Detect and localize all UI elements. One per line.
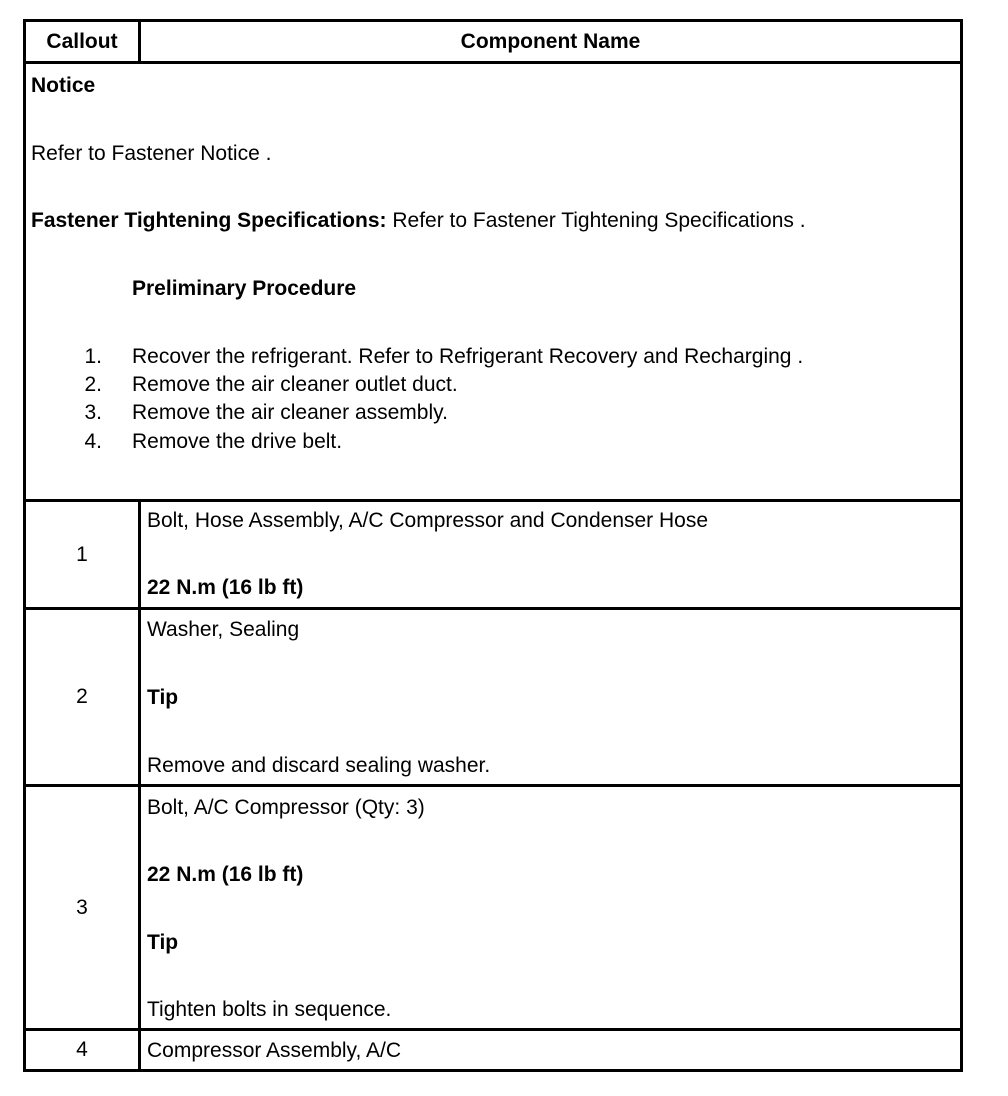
table-row bbox=[26, 787, 960, 1031]
table-header-row bbox=[26, 22, 960, 64]
component-name: Compressor Assembly, A/C bbox=[147, 1039, 402, 1062]
tip-text: Tighten bolts in sequence. bbox=[147, 998, 392, 1021]
step-text: Remove the drive belt. bbox=[132, 430, 343, 453]
preliminary-procedure-title: Preliminary Procedure bbox=[132, 277, 357, 300]
torque-spec: 22 N.m (16 lb ft) bbox=[147, 863, 304, 886]
component-name: Washer, Sealing bbox=[147, 618, 300, 641]
callout-column-header: Callout bbox=[26, 22, 141, 61]
callout-number: 2 bbox=[26, 610, 141, 784]
callout-number: 1 bbox=[26, 502, 141, 607]
callout-number: 3 bbox=[26, 787, 141, 1028]
notice-section bbox=[26, 64, 960, 502]
table-row bbox=[26, 502, 960, 610]
step-number: 1. bbox=[84, 345, 102, 368]
component-name-column-header: Component Name bbox=[460, 29, 641, 53]
component-cell bbox=[141, 502, 960, 607]
torque-spec: 22 N.m (16 lb ft) bbox=[147, 576, 304, 599]
tip-label: Tip bbox=[147, 931, 179, 954]
step-text: Remove the air cleaner assembly. bbox=[132, 401, 448, 424]
tip-text: Remove and discard sealing washer. bbox=[147, 754, 491, 777]
step-text: Remove the air cleaner outlet duct. bbox=[132, 373, 458, 396]
fastener-spec-text: Refer to Fastener Tightening Specifications . bbox=[386, 209, 806, 232]
fastener-spec-line bbox=[31, 209, 806, 233]
component-cell bbox=[141, 787, 960, 1028]
component-name: Bolt, Hose Assembly, A/C Compressor and Condenser Hose bbox=[147, 509, 709, 532]
component-cell bbox=[141, 1031, 960, 1069]
step-number: 4. bbox=[84, 430, 102, 453]
table-row bbox=[26, 1031, 960, 1069]
component-name: Bolt, A/C Compressor (Qty: 3) bbox=[147, 796, 425, 819]
step-number: 3. bbox=[84, 401, 102, 424]
component-cell bbox=[141, 610, 960, 784]
step-text: Recover the refrigerant. Refer to Refrigerant Recovery and Recharging . bbox=[132, 345, 804, 368]
callout-number: 4 bbox=[26, 1031, 141, 1069]
table-row bbox=[26, 610, 960, 787]
component-table bbox=[23, 19, 963, 1072]
fastener-spec-label: Fastener Tightening Specifications: bbox=[31, 209, 387, 232]
notice-refer-text: Refer to Fastener Notice . bbox=[31, 142, 272, 165]
step-number: 2. bbox=[84, 373, 102, 396]
tip-label: Tip bbox=[147, 686, 179, 709]
notice-title: Notice bbox=[31, 74, 96, 97]
